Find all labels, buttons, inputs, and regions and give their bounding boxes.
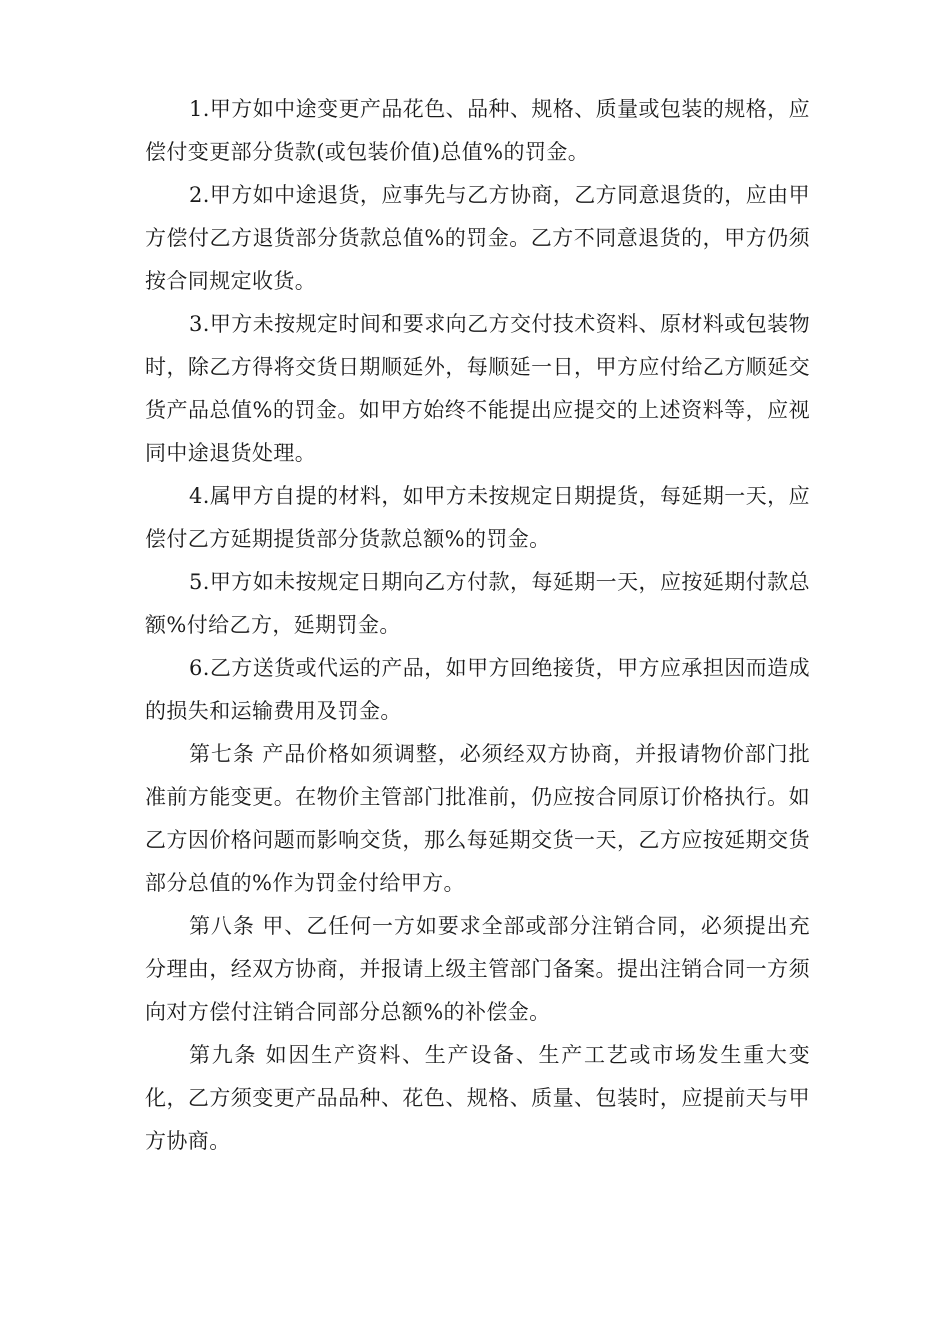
paragraph-clause-5: 5.甲方如未按规定日期向乙方付款，每延期一天，应按延期付款总额%付给乙方，延期罚金。 (145, 570, 810, 637)
paragraph-article-7: 第七条 产品价格如须调整，必须经双方协商，并报请物价部门批准前方能变更。在物价主管部门批准前，仍应按合同原订价格执行。如乙方因价格问题而影响交货，那么每延期交货一天，乙方应按延期交货部分总值的%作为罚金付给甲方。 (145, 742, 810, 895)
paragraph-clause-3: 3.甲方未按规定时间和要求向乙方交付技术资料、原材料或包装物时，除乙方得将交货日期顺延外，每顺延一日，甲方应付给乙方顺延交货产品总值%的罚金。如甲方始终不能提出应提交的上述资料等，应视同中途退货处理。 (145, 312, 810, 465)
paragraph-clause-6: 6.乙方送货或代运的产品，如甲方回绝接货，甲方应承担因而造成的损失和运输费用及罚金。 (145, 656, 810, 723)
document-body (145, 88, 810, 1163)
paragraph-article-9: 第九条 如因生产资料、生产设备、生产工艺或市场发生重大变化，乙方须变更产品品种、花色、规格、质量、包装时，应提前天与甲方协商。 (145, 1043, 810, 1153)
paragraph-clause-2: 2.甲方如中途退货，应事先与乙方协商，乙方同意退货的，应由甲方偿付乙方退货部分货款总值%的罚金。乙方不同意退货的，甲方仍须按合同规定收货。 (145, 183, 810, 293)
paragraph-clause-1: 1.甲方如中途变更产品花色、品种、规格、质量或包装的规格，应偿付变更部分货款(或包装价值)总值%的罚金。 (145, 97, 810, 164)
paragraph-article-8: 第八条 甲、乙任何一方如要求全部或部分注销合同，必须提出充分理由，经双方协商，并报请上级主管部门备案。提出注销合同一方须向对方偿付注销合同部分总额%的补偿金。 (145, 914, 810, 1024)
paragraph-clause-4: 4.属甲方自提的材料，如甲方未按规定日期提货，每延期一天，应偿付乙方延期提货部分货款总额%的罚金。 (145, 484, 810, 551)
